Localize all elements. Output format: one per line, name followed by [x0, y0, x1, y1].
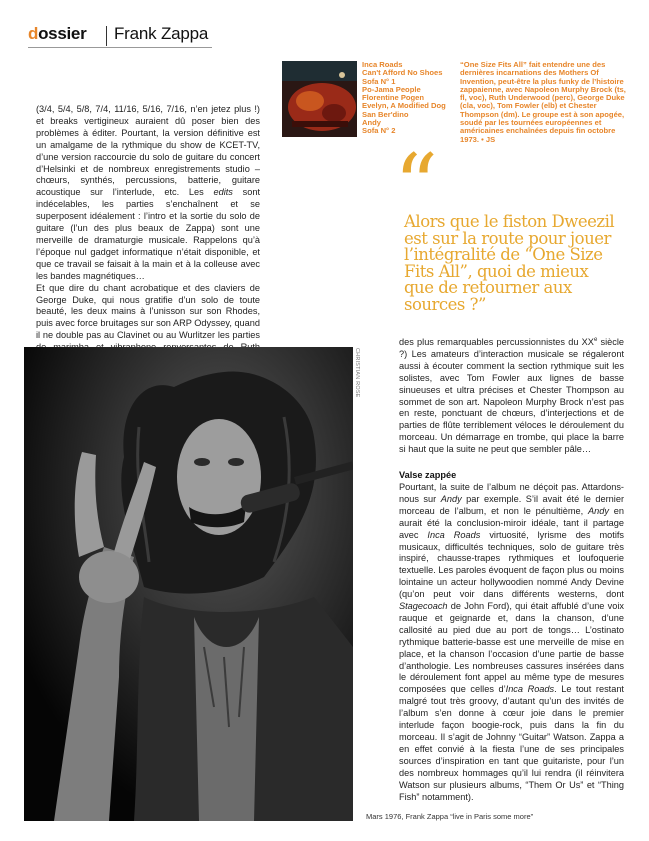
track-item: San Ber'dino: [362, 109, 409, 119]
concert-photo: [24, 347, 353, 821]
track-list: [362, 61, 454, 136]
paragraph: Et que dire du chant acrobatique et des claviers de George Duke, qui nous gratifie d’un solo de toute beauté, les deux mains à l’unisson sur son Rhodes, puis avec force bruitages sur son ARP Odyssey, quand il ne double pas au Clavinet ou au Wurlitzer les parties: [36, 282, 260, 341]
track-item: Sofa N° 1: [362, 76, 396, 86]
paragraph: Pourtant, la suite de l’album ne déçoit pas. Attardons-nous sur Andy par exemple. S’il avait été le dernier morceau de l’album, et non le pénultième, Andy en aurait été la conclusion-miroir idéale, tant il partage avec Inca Roads virtuosité, lyrisme des motifs musicaux, difficultés techniques, solo de guitare très inspiré, chausse-trapes rythmiques et loufoquerie textuelle. Les paroles évoquent de façon plus ou moins lointaine un acteur hollywoodien nommé Andy Devine (qu’on peut voir dans différents westerns, dont Stagecoach de John Ford), qui était affublé d’une voix rauque et geignarde et, dans la chanson, d’une callosité au pied due au port de tongs… L’ostinato rythmique batterie-basse est une merveille de mise en place, et la chanson l’occasion d’une partie de basse d’anthologie. Les nombreuses cassures insérées dans le déroulement font appel au même type de mesures composées que celles d’Inca Roads. Le tout restant malgré tout très groovy, d’autant qu’un des invités de l’album s’en donne à cœur joie dans le premier interlude façon boogie-rock, puis dans la fin du morceau. Il s’agit de Johnny “Guitar” Watson. Zappa a en effet convié à la fiesta l’une de ses principales sources d’inspiration en tant que guitariste, pour l’un des nombreux hommages qu’il lui rendra (il réinvitera Watson sur plusieurs albums, “Them Or Us” et “Thing Fish” notamment).: [399, 481, 625, 802]
track-item: Evelyn, A Modified Dog: [362, 101, 446, 111]
track-item: Inca Roads: [362, 60, 403, 69]
paragraph: des plus remarquables percussionnistes du XXe siècle ?) Les amateurs d’interaction musicale se régaleront aussi à écouter comment la section rythmique suit les solistes, avec Tom Fowler aux lignes de basse sinueuses et ultra précises et Chester Thompson au sommet de son art. Napoleon Murphy Brock n’est pas en reste, ponctuant de chœurs, d’interjections et de parties de flûte terriblement véloces le déroulement du morceau. Un démarrage en trombe, qui place la barre si haut que la suite ne peut que sembler pâle…: [399, 336, 625, 455]
article-column-left: [36, 104, 260, 366]
album-cover-image: [282, 61, 357, 137]
section-subheading: Valse zappée: [399, 470, 457, 481]
pull-quote: Alors que le fiston Dweezil est sur la route pour jouer l’intégralité de “One Size Fits All”, quoi de mieux que de retourner aux sources ?”: [404, 212, 615, 314]
article-column-right: [399, 337, 624, 803]
photo-caption: Mars 1976, Frank Zappa “live in Paris some more”: [366, 812, 534, 821]
album-art-icon: [282, 61, 357, 137]
quote-mark-icon: “: [394, 136, 438, 236]
performer-photo-icon: [24, 347, 353, 821]
paragraph: (3/4, 5/4, 5/8, 7/4, 11/16, 5/16, 7/16, n’en jetez plus !) et breaks vertigineux auraient dû poser bien des problèmes à éditer. Pourtant, la version définitive est un amalgame de la rythmique du show de KCET-TV, d’une version raccourcie du solo de guitare du concert d’Helsinki et de nombreux enregistrements studio – chœurs, synthés, percussions, batterie, guitare acoustique sur l’interlude, etc. Les edits sont indécelables, les parties s’enchaînent et se superposent idéalement : l’intro et la sortie du solo de guitare (l’un des plus beaux de Zappa) sont une merveille de dramaturgie musicale. Rappelons qu’à l’époque nul gadget informatique n’était disponible, et que ce travail se faisait à la main et à la colleuse avec les bandes magnétiques…: [36, 104, 261, 281]
header-underline: [28, 47, 212, 48]
track-item: Po-Jama People: [362, 84, 421, 94]
page-title: Frank Zappa: [114, 24, 209, 43]
photo-credit: CHRISTIAN ROSE: [354, 348, 360, 398]
track-item: Can't Afford No Shoes: [362, 68, 443, 78]
section-label: dossier: [28, 24, 87, 43]
header-divider: [106, 26, 107, 46]
track-item: Sofa N° 2: [362, 126, 396, 136]
track-item: Florentine Pogen: [362, 93, 425, 103]
track-item: Andy: [362, 118, 381, 128]
album-credits: “One Size Fits All” fait entendre une des dernières incarnations des Mothers Of Invention, peut-être la plus funky de l’histoire zappaienne, avec Napoleon Murphy Brock (ts, fl, voc), Ruth Underwood (perc), George Duke (cla, voc), Tom Fowler (elb) et Chester Thompson (dm). Le groupe est à son apogée, soudé par les tournées européennes et américaines enchaînées depuis fin octobre 1973. • JS: [460, 60, 626, 144]
